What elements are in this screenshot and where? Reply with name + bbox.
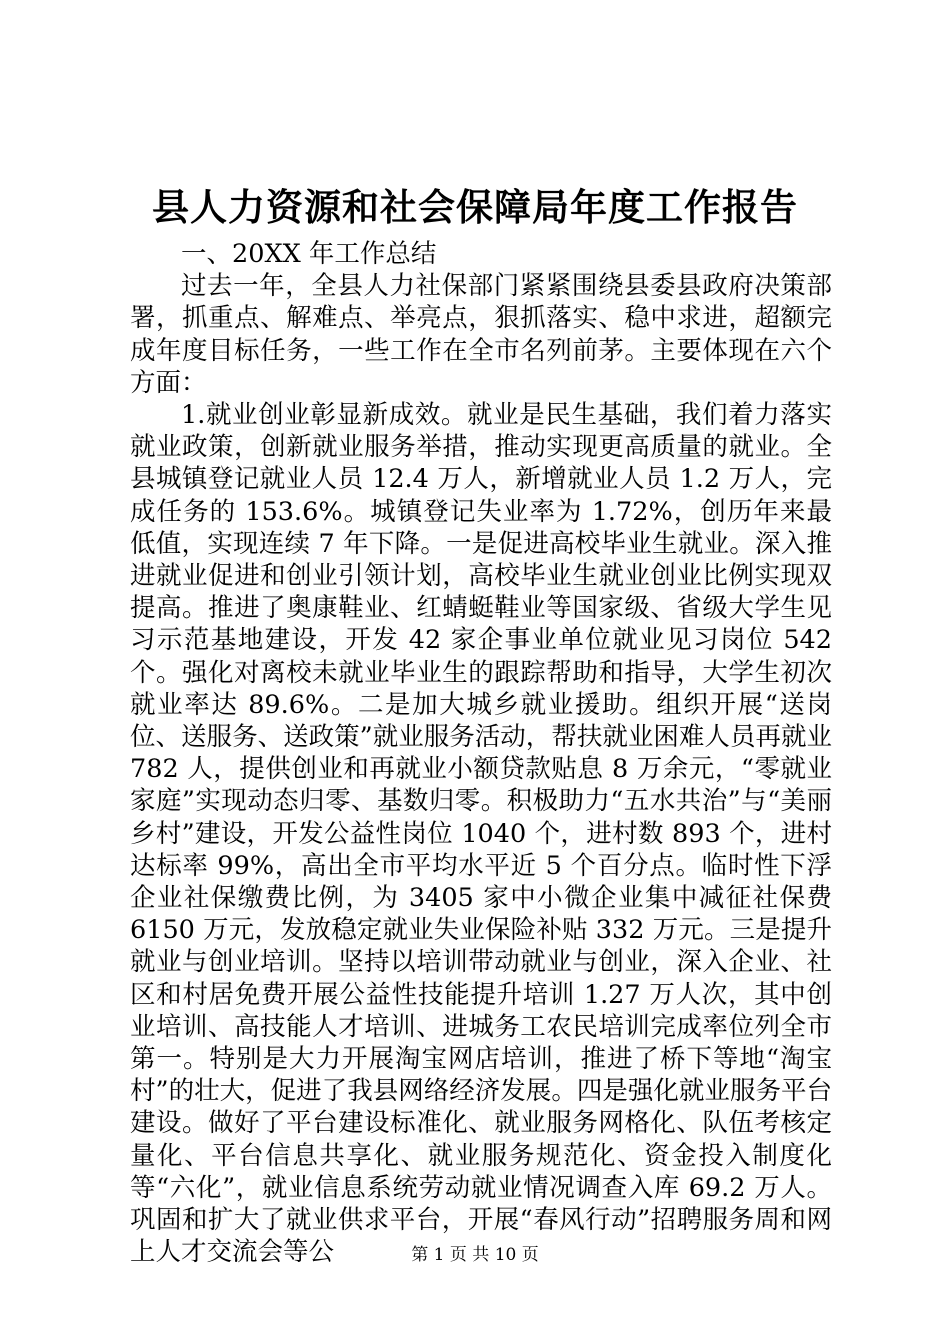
paragraph-employment: 1.就业创业彰显新成效。就业是民生基础，我们着力落实就业政策，创新就业服务举措，推动实现更高质量的就业。全县城镇登记就业人员 12.4 万人，新增就业人员 1.2 万人，完成任务的 153.6%。城镇登记失业率为 1.72%，创历年来最低值，实现连续 7 年下降。一是促进高校毕业生就业。深入推进就业促进和创业引领计划，高校毕业生就业创业比例实现双提高。推进了奥康鞋业、红蜻蜓鞋业等国家级、省级大学生见习示范基地建设，开发 42 家企事业单位就业见习岗位 542 个。强化对离校未就业毕业生的跟踪帮助和指导，大学生初次就业率达 89.6%。二是加大城乡就业援助。组织开展“送岗位、送服务、送政策”就业服务活动，帮扶就业困难人员再就业 782 人，提供创业和再就业小额贷款贴息 8 万余元，“零就业家庭”实现动态归零、基数归零。积极助力“五水共治”与“美丽乡村”建设，开发公益性岗位 1040 个，进村数 893 个，进村达标率 99%，高出全市平均水平近 5 个百分点。临时性下浮企业社保缴费比例，为 3405 家中小微企业集中减征社保费 6150 万元，发放稳定就业失业保险补贴 332 万元。三是提升就业与创业培训。坚持以培训带动就业与创业，深入企业、社区和村居免费开展公益性技能提升培训 1.27 万人次，其中创业培训、高技能人才培训、进城务工农民培训完成率位列全市第一。特别是大力开展淘宝网店培训，推进了桥下等地“淘宝村”的壮大，促进了我县网络经济发展。四是强化就业服务平台建设。做好了平台建设标准化、就业服务网格化、队伍考核定量化、平台信息共享化、就业服务规范化、资金投入制度化等“六化”，就业信息系统劳动就业情况调查入库 69.2 万人。巩固和扩大了就业供求平台，开展“春风行动”招聘服务周和网上人才交流会等公 (130, 400, 832, 1268)
document-body (130, 238, 832, 1269)
section-heading: 一、20XX 年工作总结 (181, 239, 437, 269)
document-title: 县人力资源和社会保障局年度工作报告 (152, 185, 798, 229)
paragraph-intro: 过去一年，全县人力社保部门紧紧围绕县委县政府决策部署，抓重点、解难点、举亮点，狠抓落实、稳中求进，超额完成年度目标任务，一些工作在全市名列前茅。主要体现在六个方面： (130, 271, 832, 398)
page-footer: 第 1 页 共 10 页 (411, 1245, 539, 1265)
